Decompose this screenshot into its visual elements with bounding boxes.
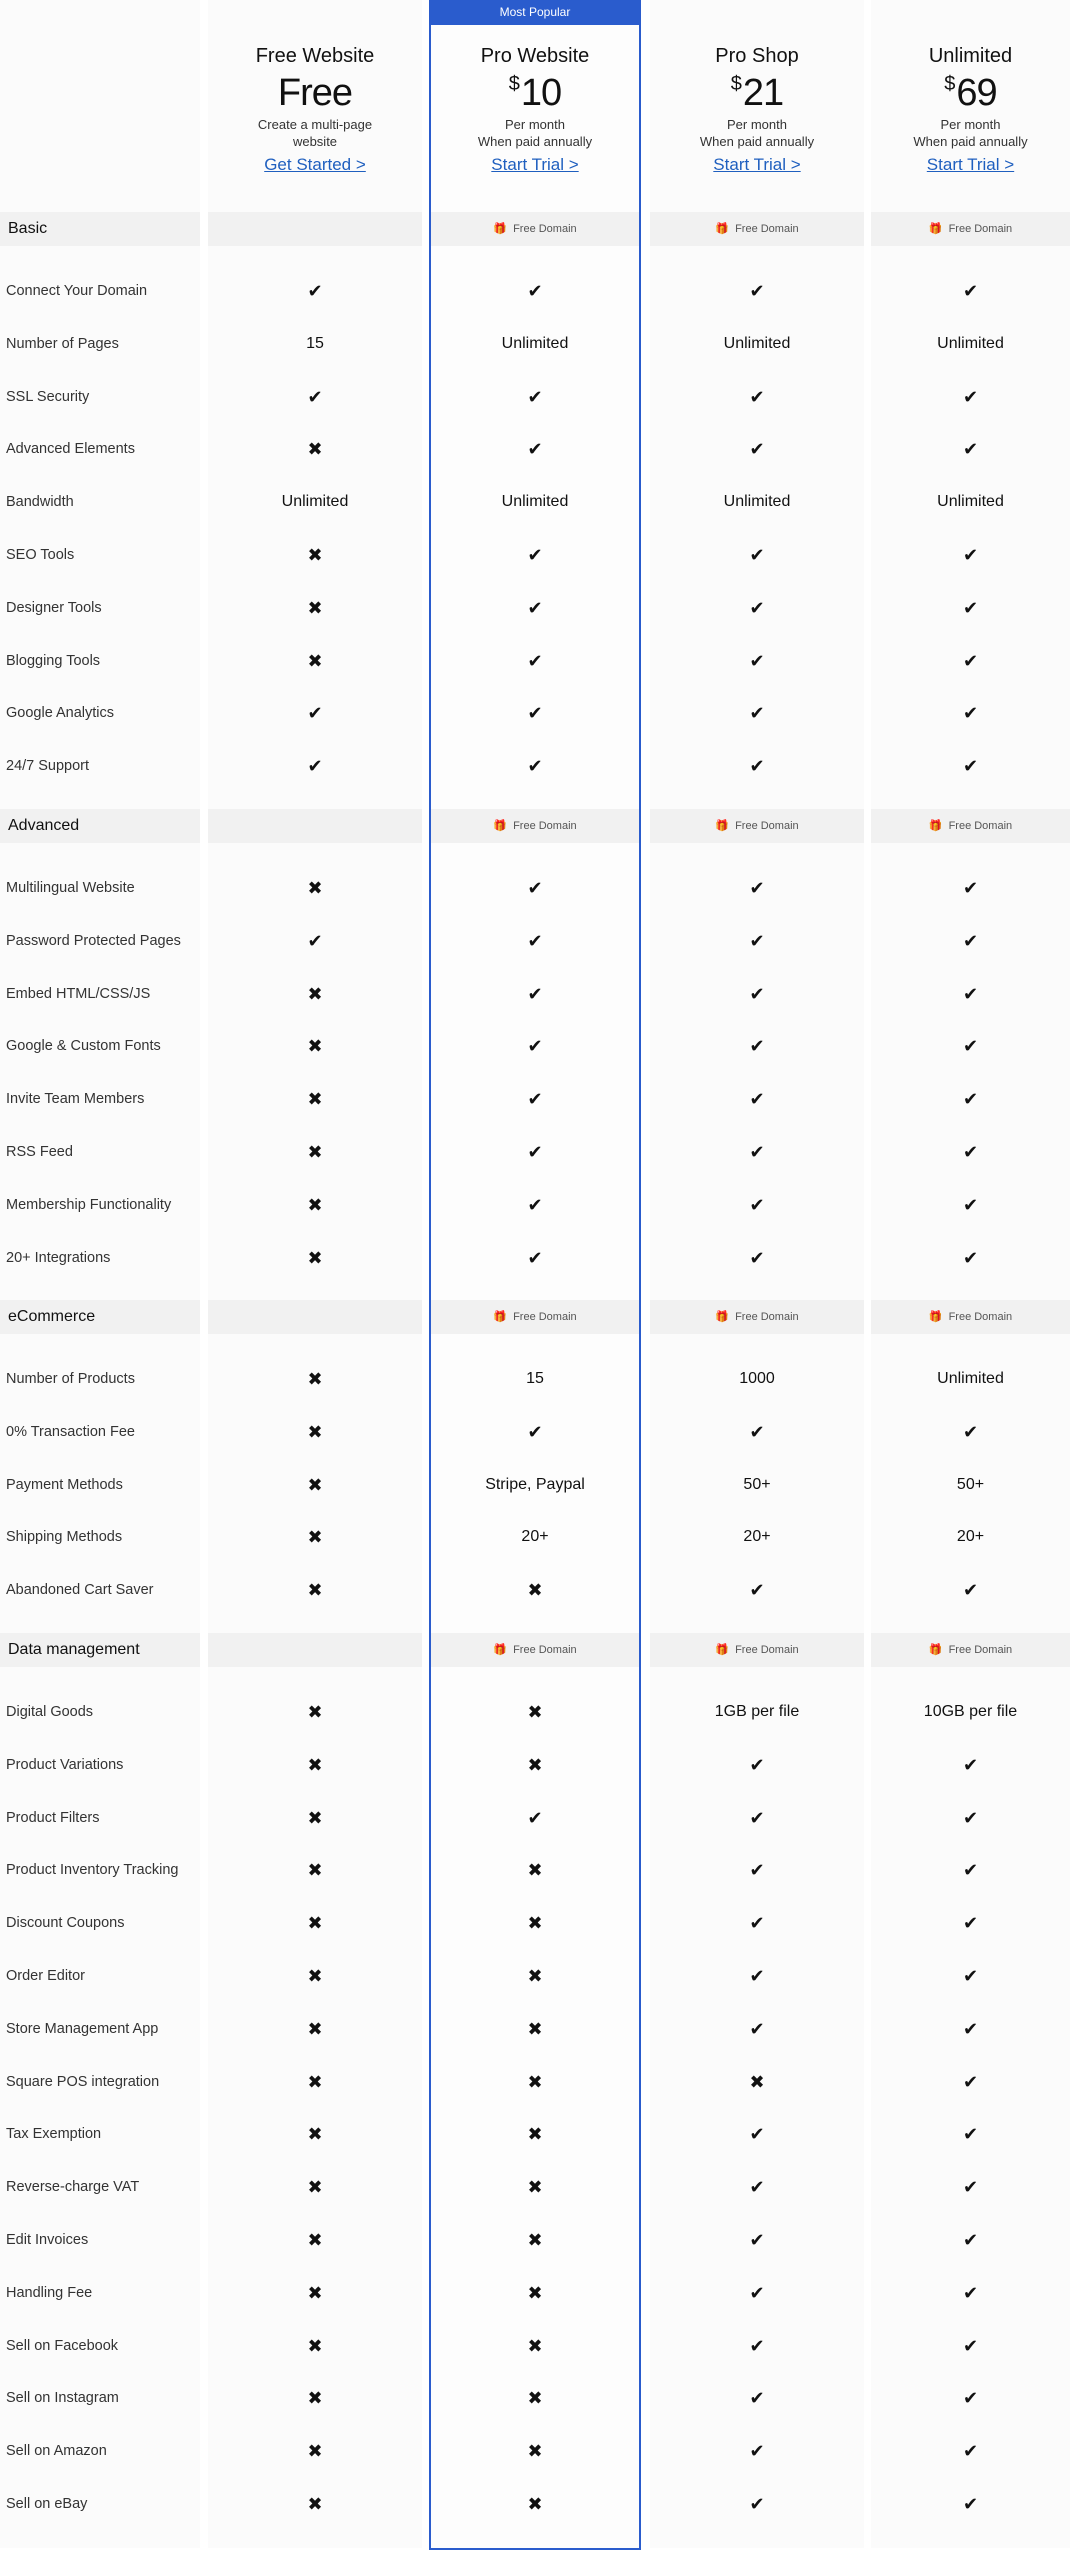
check-icon: ✔ — [307, 281, 323, 301]
feature-label: Embed HTML/CSS/JS — [6, 985, 151, 1002]
check-icon: ✔ — [749, 983, 765, 1004]
check-icon: ✔ — [962, 2282, 979, 2303]
free-domain-label: Free Domain — [735, 1311, 799, 1323]
feature-value: Unlimited — [723, 493, 791, 511]
section-header-bar — [208, 1300, 422, 1334]
check-icon: ✔ — [749, 1421, 765, 1442]
feature-label: Sell on Instagram — [6, 2390, 119, 2407]
check-icon: ✔ — [527, 878, 543, 898]
feature-label: Tax Exemption — [6, 2126, 102, 2143]
check-icon: ✔ — [527, 439, 543, 460]
cross-icon: ✖ — [307, 650, 323, 671]
cross-icon: ✖ — [307, 2441, 323, 2462]
plan-name: Pro Shop — [715, 45, 799, 67]
feature-value: Unlimited — [937, 334, 1004, 352]
feature-label: Sell on Facebook — [6, 2337, 119, 2354]
price-currency: $ — [730, 73, 741, 95]
cross-icon: ✖ — [307, 2124, 323, 2145]
plan-header — [429, 42, 641, 175]
check-icon: ✔ — [527, 756, 543, 777]
check-icon: ✔ — [962, 1580, 979, 1601]
free-domain-tag — [650, 212, 864, 246]
free-domain-tag — [429, 1633, 641, 1667]
free-domain-label: Free Domain — [948, 1644, 1013, 1656]
feature-label: Discount Coupons — [6, 1915, 125, 1932]
cross-icon: ✖ — [307, 439, 323, 460]
plan-subtitle — [650, 116, 864, 150]
feature-label: Digital Goods — [6, 1704, 94, 1720]
free-domain-label: Free Domain — [513, 820, 577, 832]
feature-value: 20+ — [743, 1528, 771, 1546]
cross-icon: ✖ — [307, 1247, 323, 1268]
free-domain-label: Free Domain — [948, 1311, 1013, 1323]
free-domain-label: Free Domain — [948, 820, 1013, 832]
feature-label: SSL Security — [6, 388, 90, 405]
check-icon: ✔ — [962, 2388, 979, 2409]
check-icon: ✔ — [307, 930, 323, 951]
feature-label: Multilingual Website — [6, 880, 135, 896]
gift-icon: 🎁 — [715, 223, 730, 235]
check-icon: ✔ — [962, 1036, 979, 1057]
gift-icon: 🎁 — [928, 223, 943, 235]
plan-subtitle-line: Create a multi-page — [257, 117, 373, 132]
free-domain-tag — [871, 1633, 1070, 1667]
check-icon: ✔ — [962, 2177, 979, 2198]
cross-icon: ✖ — [527, 2071, 543, 2092]
feature-label: SEO Tools — [6, 547, 75, 563]
check-icon: ✔ — [749, 386, 765, 407]
gift-icon: 🎁 — [715, 1311, 730, 1323]
cross-icon: ✖ — [307, 1860, 323, 1881]
plan-name: Free Website — [255, 45, 375, 67]
cross-icon: ✖ — [307, 1421, 323, 1442]
free-domain-label: Free Domain — [513, 1311, 577, 1323]
cross-icon: ✖ — [307, 1474, 323, 1495]
cross-icon: ✖ — [307, 2335, 323, 2356]
free-domain-tag — [650, 1300, 864, 1334]
feature-label: Designer Tools — [6, 599, 102, 616]
check-icon: ✔ — [749, 597, 765, 618]
plan-subtitle-line: Per month — [727, 117, 787, 132]
cross-icon: ✖ — [307, 1754, 323, 1775]
check-icon: ✔ — [962, 878, 979, 898]
free-domain-label: Free Domain — [735, 820, 799, 832]
plan-subtitle — [208, 116, 422, 150]
cross-icon: ✖ — [527, 1702, 543, 1722]
feature-label: Advanced Elements — [6, 441, 135, 458]
price-amount: 69 — [956, 72, 997, 114]
check-icon: ✔ — [962, 930, 979, 951]
cross-icon: ✖ — [527, 2282, 543, 2303]
feature-value: Stripe, Paypal — [485, 1475, 585, 1493]
feature-column-bg — [0, 0, 200, 2548]
cross-icon: ✖ — [307, 545, 323, 565]
free-domain-tag — [429, 1300, 641, 1334]
cross-icon: ✖ — [307, 597, 323, 618]
feature-label: Shipping Methods — [6, 1529, 123, 1546]
feature-value: Unlimited — [501, 334, 569, 352]
price-amount: 21 — [742, 72, 784, 114]
check-icon: ✔ — [527, 1089, 543, 1110]
cross-icon: ✖ — [307, 1702, 323, 1722]
check-icon: ✔ — [307, 756, 323, 777]
cross-icon: ✖ — [307, 878, 323, 898]
start-trial-link[interactable]: Start Trial > — [926, 155, 1015, 174]
check-icon: ✔ — [962, 2124, 979, 2145]
feature-value: Unlimited — [937, 493, 1004, 511]
check-icon: ✔ — [527, 281, 543, 301]
feature-value: 10GB per file — [923, 1703, 1018, 1720]
start-trial-link[interactable]: Start Trial > — [491, 155, 579, 174]
free-domain-tag — [650, 1633, 864, 1667]
check-icon: ✔ — [749, 878, 765, 898]
check-icon: ✔ — [962, 1966, 979, 1986]
cross-icon: ✖ — [527, 1966, 543, 1986]
check-icon: ✔ — [749, 703, 765, 724]
cross-icon: ✖ — [307, 2388, 323, 2409]
plan-column-bg — [208, 0, 422, 2548]
free-domain-label: Free Domain — [513, 223, 577, 235]
plan-subtitle-line: Per month — [505, 117, 565, 132]
check-icon: ✔ — [749, 2282, 765, 2303]
check-icon: ✔ — [749, 1860, 765, 1881]
cross-icon: ✖ — [749, 2071, 765, 2092]
check-icon: ✔ — [749, 930, 765, 951]
check-icon: ✔ — [962, 1089, 979, 1110]
cross-icon: ✖ — [527, 2388, 543, 2409]
cross-icon: ✖ — [527, 2494, 543, 2514]
check-icon: ✔ — [527, 1421, 543, 1442]
free-domain-tag — [650, 809, 864, 843]
feature-label: Sell on eBay — [6, 2496, 88, 2512]
check-icon: ✔ — [527, 386, 543, 407]
cross-icon: ✖ — [527, 2124, 543, 2145]
check-icon: ✔ — [527, 597, 543, 618]
cross-icon: ✖ — [307, 1142, 323, 1162]
plan-column-bg — [650, 0, 864, 2548]
feature-label: Number of Products — [6, 1371, 135, 1387]
price-amount: Free — [277, 72, 353, 114]
feature-value: 15 — [526, 1370, 544, 1387]
check-icon: ✔ — [962, 650, 979, 671]
check-icon: ✔ — [527, 650, 543, 671]
most-popular-highlight — [429, 0, 641, 2550]
cross-icon: ✖ — [307, 2282, 323, 2303]
check-icon: ✔ — [527, 1194, 543, 1215]
feature-label: Blogging Tools — [6, 652, 101, 669]
cross-icon: ✖ — [307, 1807, 323, 1828]
feature-label: 20+ Integrations — [6, 1249, 111, 1266]
plan-column-bg — [871, 0, 1070, 2548]
cross-icon: ✖ — [527, 1913, 543, 1934]
gift-icon: 🎁 — [928, 1311, 943, 1323]
check-icon: ✔ — [307, 386, 323, 407]
price-currency: $ — [508, 73, 519, 95]
section-header-bar — [208, 212, 422, 246]
feature-value: 1000 — [739, 1370, 775, 1387]
get-started-link[interactable]: Get Started > — [264, 155, 366, 174]
check-icon: ✔ — [962, 2335, 979, 2356]
section-title: Basic — [8, 220, 48, 237]
section-title: eCommerce — [8, 1308, 96, 1325]
check-icon: ✔ — [749, 1194, 765, 1215]
cross-icon: ✖ — [307, 2018, 323, 2039]
feature-label: 24/7 Support — [6, 758, 90, 775]
check-icon: ✔ — [527, 983, 543, 1004]
check-icon: ✔ — [749, 2018, 765, 2039]
cross-icon: ✖ — [307, 2230, 323, 2250]
check-icon: ✔ — [749, 1036, 765, 1057]
feature-label: Google Analytics — [6, 705, 115, 722]
cross-icon: ✖ — [307, 983, 323, 1004]
feature-value: Unlimited — [501, 493, 569, 511]
free-domain-tag — [871, 809, 1070, 843]
cross-icon: ✖ — [527, 1754, 543, 1775]
check-icon: ✔ — [749, 439, 765, 460]
gift-icon: 🎁 — [715, 820, 730, 832]
cross-icon: ✖ — [527, 2335, 543, 2356]
check-icon: ✔ — [962, 545, 979, 565]
plan-header — [208, 42, 422, 175]
cross-icon: ✖ — [527, 2230, 543, 2250]
check-icon: ✔ — [962, 2071, 979, 2092]
check-icon: ✔ — [749, 1807, 765, 1828]
feature-label: Membership Functionality — [6, 1196, 172, 1213]
check-icon: ✔ — [962, 597, 979, 618]
section-header-bar — [208, 1633, 422, 1667]
plan-price — [208, 70, 422, 116]
check-icon: ✔ — [749, 1966, 765, 1986]
plan-price — [650, 70, 864, 116]
plan-price — [871, 70, 1070, 116]
feature-label: Edit Invoices — [6, 2232, 89, 2248]
plan-subtitle — [429, 116, 641, 150]
feature-label: Product Filters — [6, 1809, 100, 1826]
gift-icon: 🎁 — [493, 223, 508, 235]
feature-label: Abandoned Cart Saver — [6, 1582, 154, 1599]
plan-subtitle — [871, 116, 1070, 150]
gift-icon: 🎁 — [715, 1644, 730, 1656]
check-icon: ✔ — [962, 1194, 979, 1215]
feature-label: Product Inventory Tracking — [6, 1862, 179, 1879]
check-icon: ✔ — [749, 1580, 765, 1601]
check-icon: ✔ — [962, 2494, 979, 2514]
plan-name: Unlimited — [928, 45, 1013, 67]
check-icon: ✔ — [527, 930, 543, 951]
check-icon: ✔ — [527, 545, 543, 565]
check-icon: ✔ — [962, 439, 979, 460]
feature-label: Sell on Amazon — [6, 2443, 107, 2460]
most-popular-badge: Most Popular — [429, 0, 641, 25]
cross-icon: ✖ — [307, 1089, 323, 1110]
free-domain-label: Free Domain — [948, 223, 1013, 235]
price-currency: $ — [944, 73, 955, 95]
check-icon: ✔ — [962, 1860, 979, 1881]
check-icon: ✔ — [749, 1142, 765, 1162]
feature-value: 20+ — [521, 1528, 549, 1546]
check-icon: ✔ — [962, 281, 979, 301]
cross-icon: ✖ — [307, 1194, 323, 1215]
gift-icon: 🎁 — [928, 1644, 943, 1656]
feature-value: Unlimited — [937, 1370, 1004, 1387]
check-icon: ✔ — [962, 983, 979, 1004]
check-icon: ✔ — [962, 386, 979, 407]
feature-label: Product Variations — [6, 1756, 124, 1773]
feature-value: Unlimited — [281, 493, 349, 511]
free-domain-label: Free Domain — [735, 223, 799, 235]
free-domain-tag — [871, 212, 1070, 246]
check-icon: ✔ — [749, 2177, 765, 2198]
free-domain-tag — [429, 212, 641, 246]
check-icon: ✔ — [749, 545, 765, 565]
feature-label: 0% Transaction Fee — [6, 1423, 135, 1440]
start-trial-link[interactable]: Start Trial > — [713, 155, 801, 174]
check-icon: ✔ — [749, 756, 765, 777]
check-icon: ✔ — [527, 703, 543, 724]
check-icon: ✔ — [749, 1754, 765, 1775]
section-title: Advanced — [8, 817, 80, 834]
check-icon: ✔ — [962, 1807, 979, 1828]
cross-icon: ✖ — [307, 1913, 323, 1934]
check-icon: ✔ — [527, 1036, 543, 1057]
plan-subtitle-line: Per month — [940, 117, 1001, 132]
check-icon: ✔ — [749, 2230, 765, 2250]
feature-label: Number of Pages — [6, 335, 119, 352]
check-icon: ✔ — [962, 1247, 979, 1268]
free-domain-tag — [871, 1300, 1070, 1334]
feature-label: Store Management App — [6, 2020, 159, 2037]
feature-label: Order Editor — [6, 1968, 85, 1984]
feature-value: 20+ — [956, 1528, 985, 1546]
cross-icon: ✖ — [307, 1369, 323, 1389]
free-domain-tag — [429, 809, 641, 843]
feature-label: Square POS integration — [6, 2073, 160, 2090]
gift-icon: 🎁 — [493, 1644, 508, 1656]
plan-subtitle-line: When paid annually — [699, 134, 815, 149]
free-domain-label: Free Domain — [735, 1644, 799, 1656]
check-icon: ✔ — [527, 1807, 543, 1828]
check-icon: ✔ — [962, 2018, 979, 2039]
feature-value: 50+ — [956, 1475, 985, 1493]
plan-header — [871, 42, 1070, 175]
check-icon: ✔ — [307, 703, 323, 724]
feature-label: RSS Feed — [6, 1144, 73, 1160]
cross-icon: ✖ — [307, 2071, 323, 2092]
cross-icon: ✖ — [307, 1527, 323, 1548]
plan-subtitle-line: When paid annually — [477, 134, 593, 149]
plan-header — [650, 42, 864, 175]
section-title: Data management — [8, 1641, 140, 1658]
feature-label: Connect Your Domain — [6, 283, 148, 299]
gift-icon: 🎁 — [928, 820, 943, 832]
cross-icon: ✖ — [307, 1036, 323, 1057]
check-icon: ✔ — [962, 1913, 979, 1934]
check-icon: ✔ — [749, 1913, 765, 1934]
feature-value: 50+ — [743, 1475, 771, 1493]
check-icon: ✔ — [749, 1247, 765, 1268]
cross-icon: ✖ — [527, 2441, 543, 2462]
plan-name: Pro Website — [480, 45, 590, 67]
check-icon: ✔ — [527, 1142, 543, 1162]
plan-subtitle-line: When paid annually — [913, 134, 1028, 149]
check-icon: ✔ — [962, 1142, 979, 1162]
free-domain-label: Free Domain — [513, 1644, 577, 1656]
gift-icon: 🎁 — [493, 820, 508, 832]
check-icon: ✔ — [749, 1089, 765, 1110]
feature-label: Payment Methods — [6, 1476, 123, 1493]
feature-value: 15 — [306, 334, 324, 352]
cross-icon: ✖ — [527, 2177, 543, 2198]
check-icon: ✔ — [527, 1247, 543, 1268]
feature-label: Invite Team Members — [6, 1091, 145, 1108]
check-icon: ✔ — [962, 756, 979, 777]
feature-label: Handling Fee — [6, 2284, 93, 2301]
feature-label: Bandwidth — [6, 494, 74, 511]
check-icon: ✔ — [962, 703, 979, 724]
cross-icon: ✖ — [307, 2177, 323, 2198]
check-icon: ✔ — [749, 2441, 765, 2462]
feature-label: Google & Custom Fonts — [6, 1038, 161, 1055]
check-icon: ✔ — [749, 2388, 765, 2409]
check-icon: ✔ — [749, 2335, 765, 2356]
check-icon: ✔ — [749, 650, 765, 671]
check-icon: ✔ — [749, 2494, 765, 2514]
feature-label: Reverse-charge VAT — [6, 2179, 140, 2196]
check-icon: ✔ — [962, 2230, 979, 2250]
plan-price — [429, 70, 641, 116]
cross-icon: ✖ — [527, 2018, 543, 2039]
check-icon: ✔ — [962, 2441, 979, 2462]
cross-icon: ✖ — [527, 1860, 543, 1881]
gift-icon: 🎁 — [493, 1311, 508, 1323]
plan-subtitle-line: website — [292, 134, 338, 149]
feature-label: Password Protected Pages — [6, 932, 181, 949]
cross-icon: ✖ — [307, 1966, 323, 1986]
price-amount: 10 — [520, 72, 562, 114]
cross-icon: ✖ — [307, 2494, 323, 2514]
feature-value: Unlimited — [723, 334, 791, 352]
cross-icon: ✖ — [527, 1580, 543, 1601]
section-header-bar — [208, 809, 422, 843]
cross-icon: ✖ — [307, 1580, 323, 1601]
check-icon: ✔ — [962, 1754, 979, 1775]
check-icon: ✔ — [749, 281, 765, 301]
feature-value: 1GB per file — [714, 1703, 800, 1720]
check-icon: ✔ — [962, 1421, 979, 1442]
check-icon: ✔ — [749, 2124, 765, 2145]
